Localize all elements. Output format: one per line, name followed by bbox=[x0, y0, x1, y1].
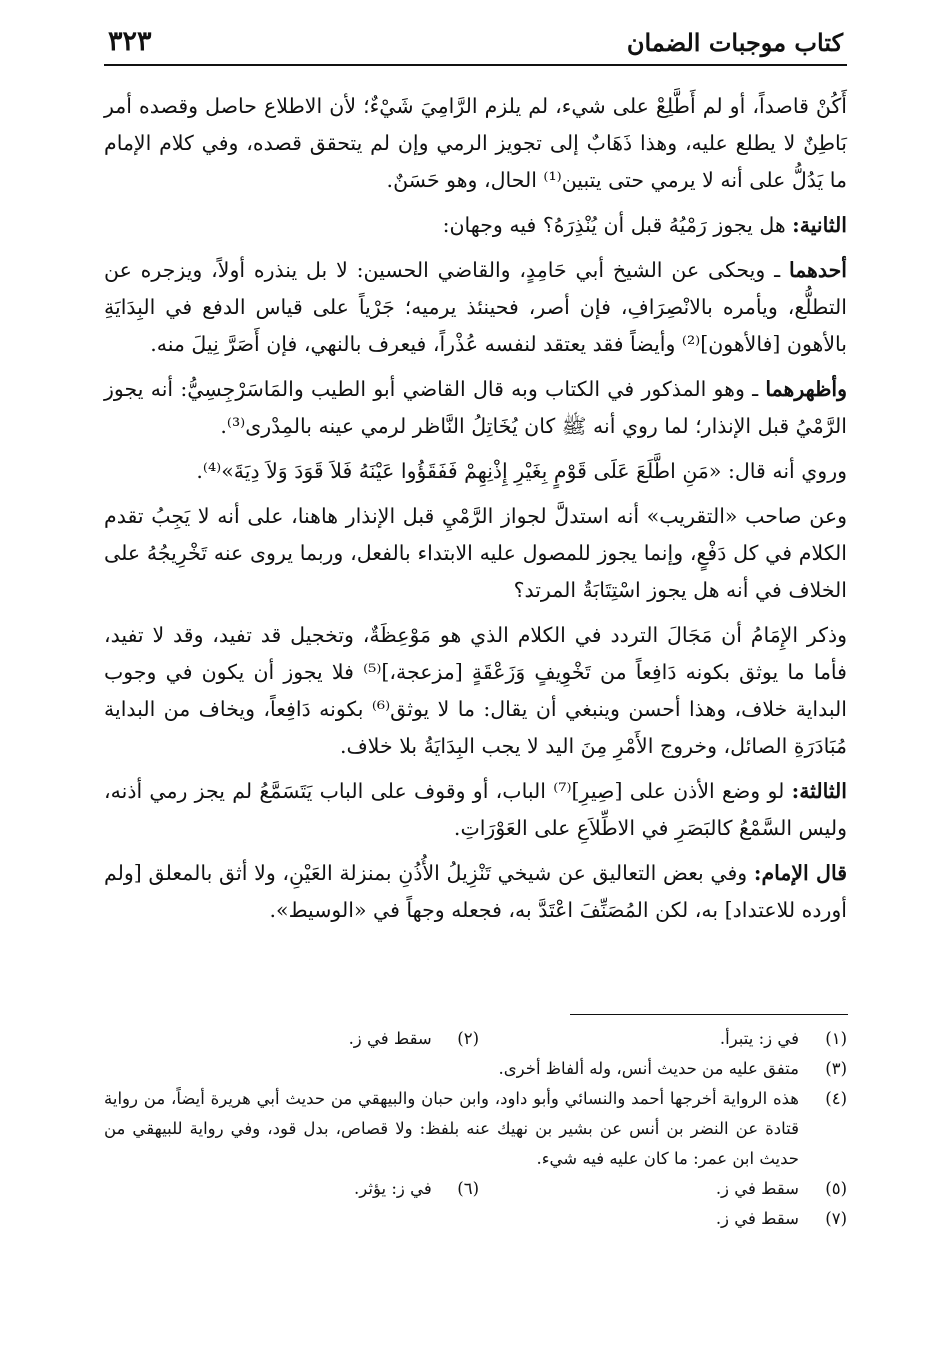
paragraph-9: قال الإمام: وفي بعض التعاليق عن شيخي تَنْزِيلُ الأُذُنِ بمنزلة العَيْنِ، ولا أثق بالمعلق [ولم أورده للاعتداد] به، لكن المُصَنِّفَ اعْتَدَّ به، فجعله وجهاً في «الوسيط». bbox=[104, 861, 847, 922]
footnote-number: ( ٤ ) bbox=[825, 1084, 847, 1114]
page-header bbox=[108, 22, 843, 68]
footnote-row-1-2 bbox=[104, 1024, 847, 1054]
footnote-2: ( ٢ ) سقط في ز. bbox=[349, 1024, 479, 1054]
paragraph-4: وأظهرهما ـ وهو المذكور في الكتاب وبه قال القاضي أبو الطيب والمَاسَرْجِسِيُّ: أنه يجوز الرَّمْيُ قبل الإنذار؛ لما روي أنه ﷺ كان يُخَاتِلُ النَّاظر لرمي عينه بالمِدْرى⁽³⁾. bbox=[104, 377, 847, 438]
paragraph-6: وعن صاحب «التقريب» أنه استدلَّ لجواز الرَّمْيِ قبل الإنذار هاهنا، على أنه لا يَجِبُ تقدم الكلام في كل دَفْعٍ، وإنما يجوز للمصول عليه الابتداء بالفعل، وربما يروى عنه تَخْرِيجُهُ على الخلاف في أنه هل يجوز اسْتِتَابَةُ المرتد؟ bbox=[104, 504, 847, 602]
paragraph-7: وذكر الإِمَامُ أن مَجَالَ التردد في الكلام الذي هو مَوْعِظَةٌ، وتخجيل قد تفيد، وقد لا تفيد، فأما ما يوثق بكونه دَافِعاً من تَخْوِيفٍ وَزَعْقَةٍ [مزعجة،]⁽⁵⁾ فلا يجوز أن يكون في وجوب البداية خلاف، وهذا أحسن وينبغي أن يقال: ما لا يوثق⁽⁶⁾ بكونه دَافِعاً، ويخاف من البداية مُبَادَرَةِ الصائل، وخروج الأَمْرِ مِنَ اليد لا يجب البِدَايَةُ بلا خلاف. bbox=[104, 623, 847, 758]
paragraph-5: وروي أنه قال: «مَنِ اطَّلَعَ عَلَى قَوْمٍ بِغَيْرِ إِذْنِهِمْ فَفَقَؤُوا عَيْنَهُ فَلاَ قَوَدَ وَلاَ دِيَةَ»⁽⁴⁾. bbox=[196, 459, 847, 483]
footnote-3: ( ٣ ) متفق عليه من حديث أنس، وله ألفاظ أخرى. bbox=[104, 1054, 847, 1084]
footnote-5: ( ٥ ) سقط في ز. bbox=[479, 1174, 847, 1204]
header-rule bbox=[104, 64, 847, 66]
paragraph-8: الثالثة: لو وضع الأذن على [صِيرِ]⁽⁷⁾ الباب، أو وقوف على الباب يَتَسَمَّعُ لم يجز رمي أذنه، وليس السَّمْعُ كالبَصَرِ في الاطِّلاَعِ على العَوْرَاتِ. bbox=[104, 779, 847, 840]
paragraph-3: أحدهما ـ ويحكى عن الشيخ أبي حَامِدٍ، والقاضي الحسين: لا بل ينذره أولاً، ويزجره عن التطلُّع، ويأمره بالانْصِرَافِ، فإن أصر، فحينئذ يرميه؛ جَرْياً على قياس الدفع في البِدَايَةِ بالأهون [فالأهون]⁽²⁾ وأيضاً فقد يعتقد لنفسه عُذْراً، فيعرف بالنهي، فإن أَصَرَّ نِيلَ منه. bbox=[104, 258, 847, 356]
footnote-number: ( ٧ ) bbox=[825, 1204, 847, 1234]
footnote-number: ( ٦ ) bbox=[437, 1174, 479, 1204]
running-title: كتاب موجبات الضمان bbox=[626, 28, 843, 57]
footnote-number: ( ٣ ) bbox=[825, 1054, 847, 1084]
footnote-4: ( ٤ ) هذه الرواية أخرجها أحمد والنسائي وأبو داود، وابن حبان والبيهقي من حديث أبي هريرة أيضاً، من رواية قتادة عن النضر بن أنس عن بشير بن نهيك عنه بلفظ: ولا قصاص، بدل قود، وفي رواية للبيهقي من حديث ابن عمر: ما كان عليه فيه شيء. bbox=[104, 1084, 847, 1174]
main-text bbox=[104, 88, 847, 937]
paragraph-lead: أحدهما bbox=[788, 258, 847, 282]
footnote-7: ( ٧ ) سقط في ز. bbox=[104, 1204, 847, 1234]
footnote-6: ( ٦ ) في ز: يؤثر. bbox=[354, 1174, 479, 1204]
footnote-number: ( ٥ ) bbox=[825, 1174, 847, 1204]
footnotes bbox=[104, 1024, 847, 1234]
paragraph-lead: الثالثة: bbox=[791, 779, 847, 803]
paragraph-lead: وأظهرهما bbox=[765, 377, 847, 401]
page-number: ٣٢٣ bbox=[108, 26, 152, 57]
paragraph-lead: الثانية: bbox=[792, 213, 847, 237]
footnote-rule bbox=[570, 1014, 848, 1015]
paragraph-1: أَكُنْ قاصداً، أو لم أَطَّلِعْ على شيء، لم يلزم الرَّامِيَ شَيْءٌ؛ لأن الاطلاع حاصل وقصده أمر بَاطِنٌ لا يطلع عليه، وهذا ذَهَابٌ إلى تجويز الرمي وإن لم يتحقق قصده، وفي كلام الإمام ما يَدُلُّ على أنه لا يرمي حتى يتبين⁽¹⁾ الحال، وهو حَسَنٌ. bbox=[104, 94, 847, 192]
footnote-1: ( ١ ) في ز: يتبرأ. bbox=[479, 1024, 847, 1054]
footnote-row-5-6 bbox=[104, 1174, 847, 1204]
paragraph-lead: قال الإمام: bbox=[753, 861, 847, 885]
footnote-number: ( ٢ ) bbox=[437, 1024, 479, 1054]
footnote-number: ( ١ ) bbox=[825, 1024, 847, 1054]
paragraph-2: الثانية: هل يجوز رَمْيُهُ قبل أن يُنْذِرَهُ؟ فيه وجهان: bbox=[442, 213, 847, 237]
